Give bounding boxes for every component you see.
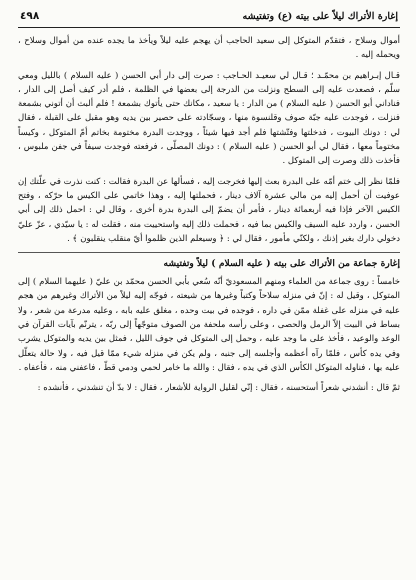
page-number: ٤٩٨: [20, 10, 40, 22]
header-rule: [18, 27, 400, 28]
section-heading: إغارة جماعة من الأتراك على بيته ( عليه السلام ) ليلاً وتفتيشه: [18, 252, 400, 271]
paragraph-1: أموال وسلاح ، فتقدّم المتوكل إلى سعيد الحاجب أن يهجم عليه ليلاً ويأخذ ما يجده عنده من أموال وسلاح ، ويحمله إليه .: [18, 36, 400, 61]
section-paragraph-2: ثمّ قال : أنشدني شعراً أستحسنه ، فقال : إنّي لقليل الرواية للأشعار ، فقال : لا بدّ أن تنشدني ، فأنشده :: [37, 383, 400, 394]
page-bottom-gap: [18, 402, 400, 404]
running-header: [18, 10, 400, 27]
section-paragraph-1: خامساً : روى جماعة من العلماء ومنهم المسعوديّ أنّه سُعي بأبي الحسن محمّد بن عليّ ( عليهما السلام ) إلى المتوكل ، وقيل له : إنّ في منزله سلاحاً وكتباً وغيرها من شيعته ، فوجّه إليه ليلاً من الأتراك وغيرهم من هجم عليه في منزله على غفلة ممّن في داره ، فوجده في بيت وحده ، مغلق عليه بابه ، وعليه مدرعة من شعر ، ولا بساط في البيت إلاّ الرمل والحصى ، وعلى رأسه ملحفة من الصوف متوجّهاً إلى ربّه ، يترنّم بآيات القرآن في الوعد والوعيد ، فأخذ على ما وجد عليه ، وحمل إلى المتوكل في جوف الليل ، فمثل بين يديه والمتوكل يشرب وفي يده كأس ، فلمّا رآه أعظمه وأجلسه إلى جنبه ، ولم يكن في منزله شيء ممّا قيل فيه ، ولا حالة يتعلّل عليه بها ، فناوله المتوكل الكأس الذي في يده ، فقال : والله ما خامر لحمي ودمي قطّ ، فاعفني منه ، فأعفاه .: [18, 277, 400, 373]
running-title: إغارة الأتراك ليلاً على بيته (ع) وتفتيشه: [242, 11, 398, 22]
paragraph-3: فلمّا نظر إلى ختم أمّه على البدرة بعث إليها فخرجت إليه ، فسألها عن البدرة فقالت : كنت نذرت في علّتك إن عوفيت أن أحمل إليه من مالي عشرة آلاف دينار ، فحملتها إليه ، وهذا خاتمي على الكيس ما حرّكه ، وفتح الكيس الآخر فإذا فيه أربعمائة دينار ، فأمر أن يضمّ إلى البدرة بدرة أخرى ، وقال لي : احمل ذلك إلى أبي الحسن ، واردد عليه السيف والكيس بما فيه ، فحملت ذلك إليه واستحييت منه ، فقلت له : يا سيّدي ، عزّ عليّ دخولي دارك بغير إذنك ، ولكنّي مأمور ، فقال لي : ﴿ وسيعلم الذين ظلموا أيّ منقلب ينقلبون ﴾ .: [18, 176, 400, 244]
paragraph-2: قـال إبـراهيم بن محمّـد ؛ قـال لي سعيـد الحـاجب : صرت إلى دار أبي الحسن ( عليه السلام ) بالليل ومعي سلّم ، فصعدت عليه إلى السطح ونزلت من الدرجة إلى بعضها في الظلمة ، فلم أدر كيف أصل إلى الدار ، فناداني أبو الحسن ( عليه السلام ) من الدار : يا سعيد ، مكانك حتى يأتوك بشمعة ! فلم ألبث أن أتوني بشمعة فنزلت ، فوجدت عليه جبّة صوف وقلنسوة منها ، وسجّادته على حصير بين يديه وهو مقبل على القبلة ، فقال لي : دونك البيوت ، فدخلتها وفتّشتها فلم أجد فيها شيئاً ، ووجدت البدرة مختومة بخاتم أمّ المتوكل ، وكيساً مختوماً معها ، فقال لي أبو الحسن ( عليه السلام ) : دونك المصلّى ، فرفعته فوجدت سيفاً في جفن ملبوس ، فأخذت ذلك وصرت إلى المتوكل .: [18, 70, 400, 167]
